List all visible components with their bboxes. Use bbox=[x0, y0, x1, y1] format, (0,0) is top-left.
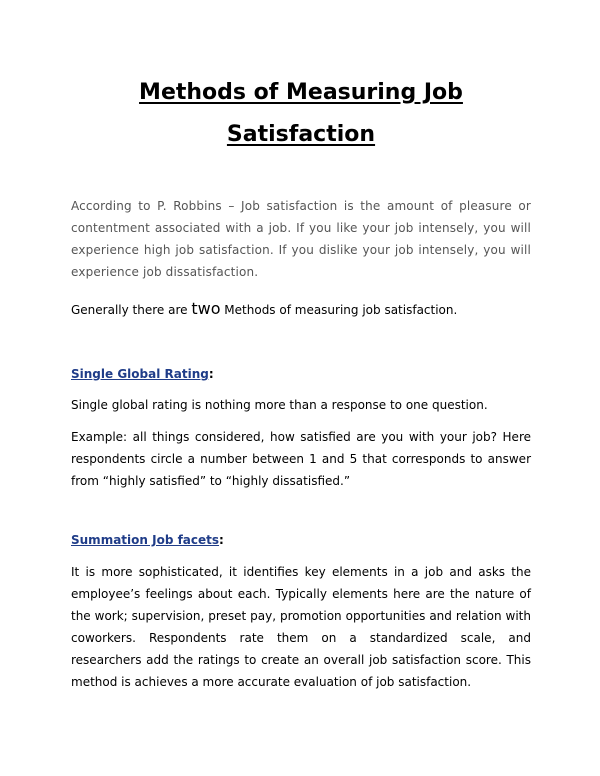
heading-colon: : bbox=[219, 533, 224, 547]
single-global-rating-definition: Single global rating is nothing more than a response to one question. bbox=[71, 398, 488, 412]
single-global-rating-example: Example: all things considered, how satisfied are you with your job? Here respondents circle a number between 1 and 5 that corresponds to answer from “highly satisfied” to “highly dissatisfied.” bbox=[71, 430, 531, 488]
intro-paragraph: According to P. Robbins – Job satisfaction is the amount of pleasure or contentment associated with a job. If you like your job intensely, you will experience high job satisfaction. If you dislike your job intensely, you will experience job dissatisfaction. bbox=[71, 199, 531, 279]
title-line-2: Satisfaction bbox=[226, 122, 376, 147]
methods-before: Generally there are bbox=[71, 303, 192, 317]
summation-job-facets-paragraph: It is more sophisticated, it identifies key elements in a job and asks the employee’s feelings about each. Typically elements here are the nature of the work; supervision, preset pay, promotion opportunities and relation with coworkers. Respondents rate them on a standardized scale, and researchers add the ratings to create an overall job satisfaction score. This method is achieves a more accurate evaluation of job satisfaction. bbox=[71, 565, 531, 689]
section-heading-link: Summation Job facets bbox=[71, 533, 220, 547]
methods-count: two bbox=[191, 299, 221, 318]
document-title bbox=[71, 72, 531, 156]
section-heading-link: Single Global Rating bbox=[71, 367, 209, 381]
methods-after: Methods of measuring job satisfaction. bbox=[220, 303, 458, 317]
section-heading-single-global-rating bbox=[71, 363, 214, 385]
section-heading-summation-job-facets bbox=[71, 529, 224, 551]
methods-sentence bbox=[71, 297, 531, 322]
heading-colon: : bbox=[208, 367, 214, 381]
title-line-1: Methods of Measuring Job bbox=[139, 80, 463, 105]
